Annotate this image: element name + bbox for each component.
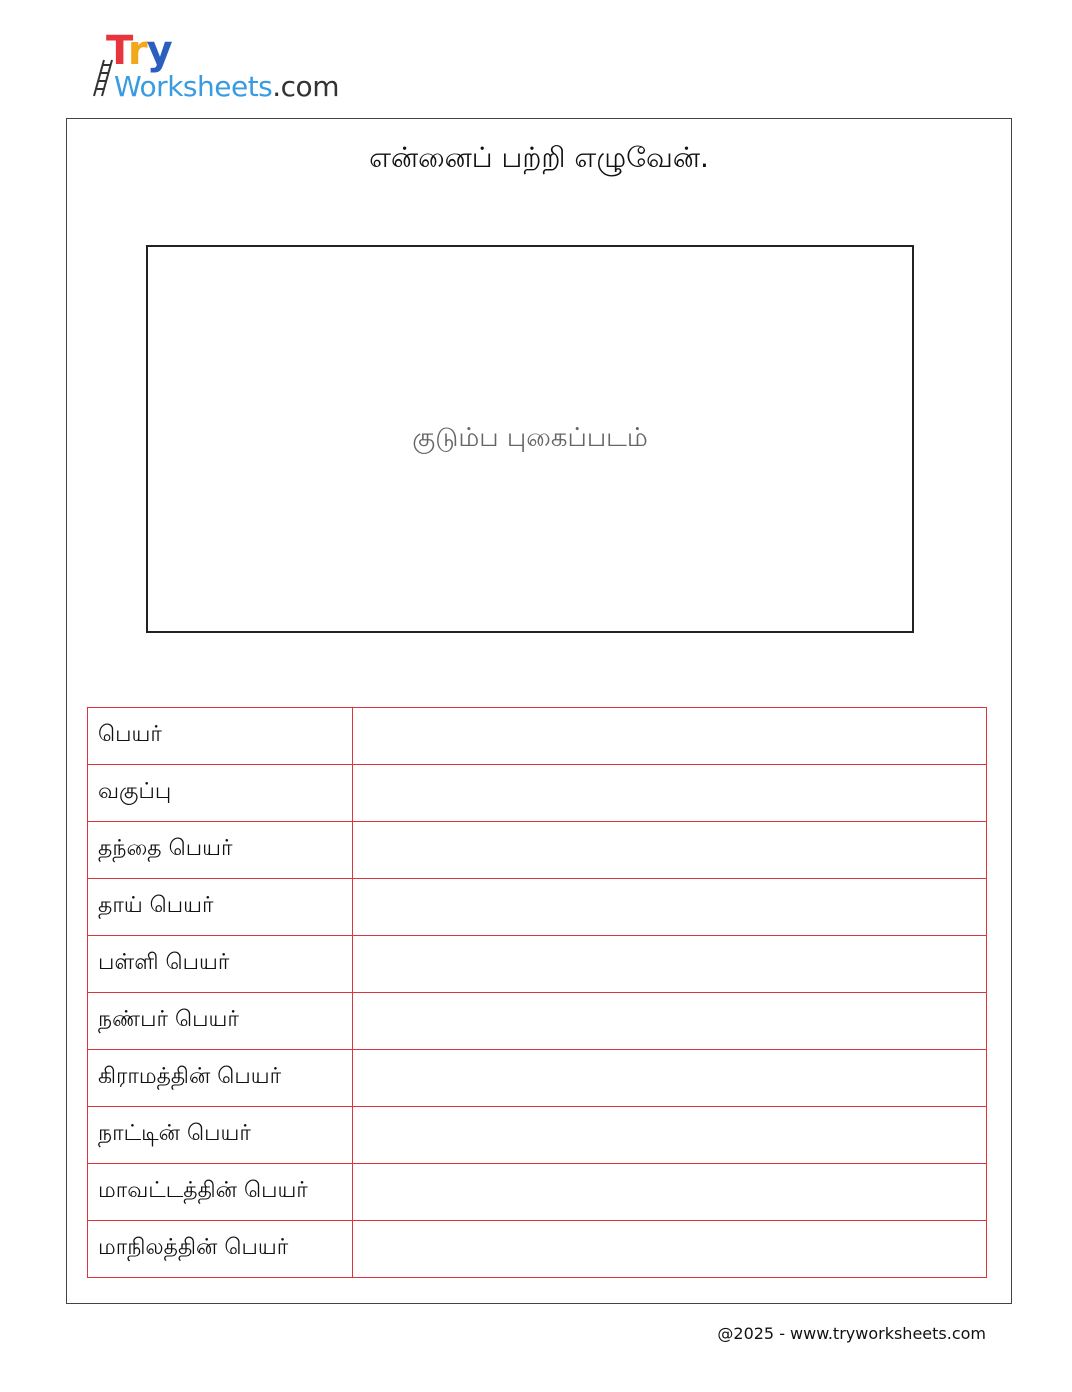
row-label: மாவட்டத்தின் பெயர் [88, 1164, 353, 1221]
table-row [88, 1221, 987, 1278]
row-answer-cell[interactable] [353, 708, 987, 765]
row-answer-cell[interactable] [353, 879, 987, 936]
table-row [88, 936, 987, 993]
row-answer-cell[interactable] [353, 822, 987, 879]
row-answer-cell[interactable] [353, 936, 987, 993]
row-label: தாய் பெயர் [88, 879, 353, 936]
worksheet-frame [66, 118, 1012, 1304]
info-table [87, 707, 987, 1278]
row-label: மாநிலத்தின் பெயர் [88, 1221, 353, 1278]
row-label: நாட்டின் பெயர் [88, 1107, 353, 1164]
copyright-footer: @2025 - www.tryworksheets.com [717, 1324, 986, 1343]
logo-try: Try [106, 28, 172, 74]
table-row [88, 708, 987, 765]
table-row [88, 879, 987, 936]
family-photo-box [146, 245, 914, 633]
table-row [88, 1107, 987, 1164]
logo-worksheets: Worksheets.com [114, 70, 339, 103]
row-label: நண்பர் பெயர் [88, 993, 353, 1050]
table-row [88, 1164, 987, 1221]
table-row [88, 993, 987, 1050]
photo-label: குடும்ப புகைப்படம் [412, 422, 648, 453]
worksheet-title: என்னைப் பற்றி எழுவேன். [369, 141, 709, 174]
row-label: கிராமத்தின் பெயர் [88, 1050, 353, 1107]
row-label: பள்ளி பெயர் [88, 936, 353, 993]
table-row [88, 822, 987, 879]
table-row [88, 765, 987, 822]
row-label: தந்தை பெயர் [88, 822, 353, 879]
row-answer-cell[interactable] [353, 993, 987, 1050]
table-row [88, 1050, 987, 1107]
row-answer-cell[interactable] [353, 1221, 987, 1278]
row-answer-cell[interactable] [353, 1107, 987, 1164]
row-answer-cell[interactable] [353, 765, 987, 822]
row-answer-cell[interactable] [353, 1050, 987, 1107]
row-label: பெயர் [88, 708, 353, 765]
row-answer-cell[interactable] [353, 1164, 987, 1221]
row-label: வகுப்பு [88, 765, 353, 822]
site-logo [90, 28, 340, 108]
